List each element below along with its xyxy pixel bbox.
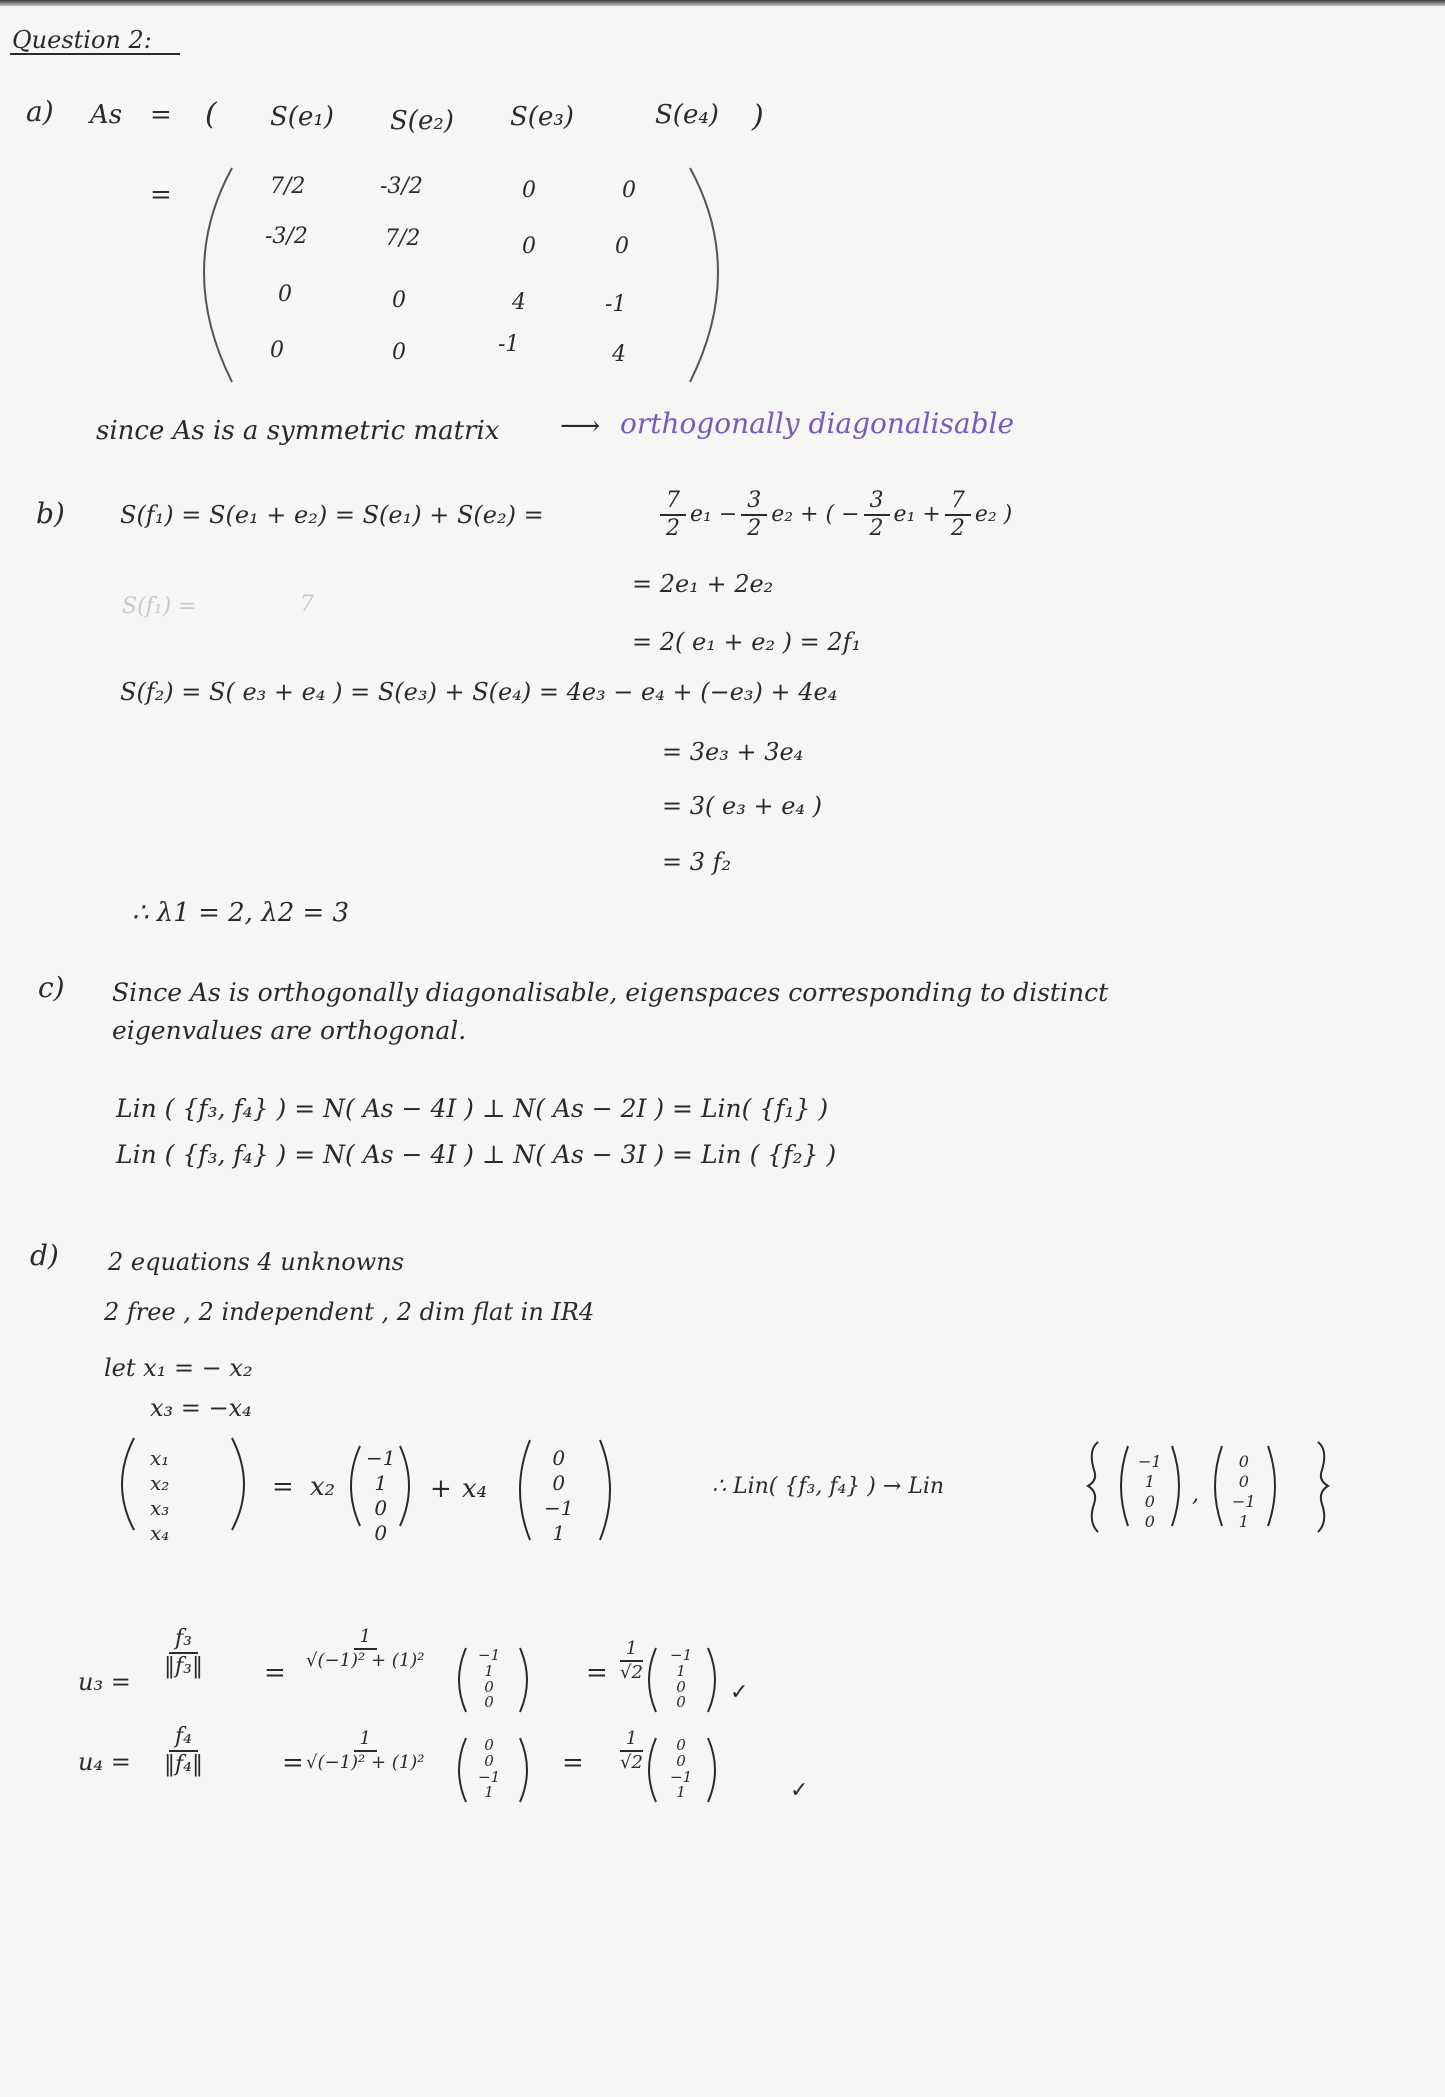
d-eq: = — [272, 1472, 294, 1502]
col-header-3: S(e₃) — [510, 102, 574, 132]
col-header-2: S(e₂) — [390, 106, 454, 136]
part-b-label: b) — [36, 497, 65, 530]
matrix-cell: -3/2 — [265, 224, 308, 249]
u4-inverse: $\frac{1}{√2}$ — [620, 1728, 643, 1773]
b-line1-rhs: $\frac{7}{2}$ e₁ − $\frac{3}{2}$ e₂ + ( − $\frac{3}{2}$ e₁ + $\frac{7}{2}$ e₂ ) — [660, 490, 1012, 540]
matrix-cell: 0 — [522, 178, 536, 203]
matrix-cell: 0 — [270, 338, 284, 363]
matrix-cell: 0 — [392, 340, 406, 365]
question-title: Question 2: — [12, 26, 152, 54]
span-vector-2: 0 0 −1 1 — [1232, 1452, 1256, 1531]
col-header-4: S(e₄) — [655, 100, 719, 130]
b-line5: = 3e₃ + 3e₄ — [662, 738, 804, 766]
u3-result-vector: −1 1 0 0 — [670, 1646, 693, 1712]
coef-x2: x₂ — [310, 1472, 336, 1502]
span-vector-1: −1 1 0 0 — [1138, 1452, 1162, 1531]
matrix-cell: 0 — [622, 178, 636, 203]
matrix-cell: 0 — [392, 288, 406, 313]
crossed-out-text: 7 — [300, 592, 314, 617]
u3-norm-fraction: $\frac{1}{\text{√(−1)² + (1)²}}$ — [306, 1626, 425, 1671]
col-header-1: S(e₁) — [270, 102, 334, 132]
matrix-cell: 4 — [612, 342, 626, 367]
variable-vector: x₁ x₂ x₃ x₄ — [150, 1446, 170, 1545]
d-line4: x₃ = −x₄ — [150, 1394, 252, 1422]
part-a-lhs: As — [90, 100, 123, 130]
matrix-cell: 4 — [512, 290, 526, 315]
u4-eq2: = — [562, 1748, 584, 1778]
basis-vector-2: 0 0 −1 1 — [544, 1446, 574, 1545]
d-line1: 2 equations 4 unknowns — [108, 1248, 404, 1276]
d-plus: + — [430, 1474, 452, 1504]
eigenvalues: ∴ λ1 = 2, λ2 = 3 — [132, 898, 350, 928]
u3-eq: = — [264, 1658, 286, 1688]
span-comma: , — [1192, 1482, 1199, 1507]
b-line7: = 3 f₂ — [662, 848, 732, 876]
b-line3: = 2( e₁ + e₂ ) = 2f₁ — [632, 628, 862, 656]
d-line2: 2 free , 2 independent , 2 dim flat in IR4 — [104, 1298, 595, 1326]
u3-inverse: $\frac{1}{√2}$ — [620, 1638, 643, 1683]
u4-eq: = — [282, 1748, 304, 1778]
u3-vector: −1 1 0 0 — [478, 1646, 501, 1712]
u4-lhs: u₄ = — [78, 1748, 131, 1776]
part-a-eq2: = — [150, 180, 172, 210]
matrix-cell: -3/2 — [380, 174, 423, 199]
d-line3: let x₁ = − x₂ — [104, 1354, 253, 1382]
conclusion-right: orthogonally diagonalisable — [620, 407, 1015, 440]
part-a-label: a) — [26, 95, 54, 128]
b-line1-lhs: S(f₁) = S(e₁ + e₂) = S(e₁) + S(e₂) = — [120, 501, 544, 529]
c-lin2: Lin ( {f₃, f₄} ) = N( As − 4I ) ⊥ N( As − 3I ) = Lin ( {f₂} ) — [116, 1140, 837, 1169]
check-mark: ✓ — [730, 1680, 749, 1705]
part-a-close-paren: ) — [752, 99, 764, 134]
matrix-cell: 0 — [615, 234, 629, 259]
part-a-open-paren: ( — [205, 97, 217, 132]
arrow: ⟶ — [560, 409, 601, 442]
u3-fraction: $\frac{\text{f₃}}{\text{‖f₃‖}}$ — [164, 1626, 203, 1679]
matrix-cell: -1 — [605, 292, 627, 317]
conclusion-left: since As is a symmetric matrix — [96, 416, 500, 446]
part-d-label: d) — [30, 1239, 59, 1272]
u4-result-vector: 0 0 −1 1 — [670, 1736, 693, 1802]
u4-vector: 0 0 −1 1 — [478, 1736, 501, 1802]
matrix-cell: 0 — [278, 282, 292, 307]
u3-lhs: u₃ = — [78, 1668, 131, 1696]
u4-fraction: $\frac{\text{f₄}}{\text{‖f₄‖}}$ — [164, 1724, 203, 1777]
crossed-out-text: S(f₁) = — [122, 594, 197, 619]
b-line4: S(f₂) = S( e₃ + e₄ ) = S(e₃) + S(e₄) = 4e₃ − e₄ + (−e₃) + 4e₄ — [120, 678, 838, 706]
c-text1: Since As is orthogonally diagonalisable, eigenspaces corresponding to distinct — [112, 978, 1109, 1007]
b-line6: = 3( e₃ + e₄ ) — [662, 792, 823, 820]
matrix-cell: 0 — [522, 234, 536, 259]
span-statement: ∴ Lin( {f₃, f₄} ) → Lin — [712, 1474, 945, 1499]
basis-vector-1: −1 1 0 0 — [366, 1446, 396, 1545]
c-lin1: Lin ( {f₃, f₄} ) = N( As − 4I ) ⊥ N( As − 2I ) = Lin( {f₁} ) — [116, 1094, 829, 1123]
b-line2: = 2e₁ + 2e₂ — [632, 570, 774, 598]
part-c-label: c) — [38, 971, 65, 1004]
coef-x4: x₄ — [462, 1474, 488, 1504]
part-a-eq: = — [150, 100, 172, 130]
matrix-cell: 7/2 — [270, 174, 306, 199]
c-text2: eigenvalues are orthogonal. — [112, 1016, 467, 1045]
u3-eq2: = — [586, 1658, 608, 1688]
matrix-cell: -1 — [498, 332, 520, 357]
check-mark: ✓ — [790, 1778, 809, 1803]
u4-norm-fraction: $\frac{1}{\text{√(−1)² + (1)²}}$ — [306, 1728, 425, 1773]
matrix-cell: 7/2 — [385, 226, 421, 251]
